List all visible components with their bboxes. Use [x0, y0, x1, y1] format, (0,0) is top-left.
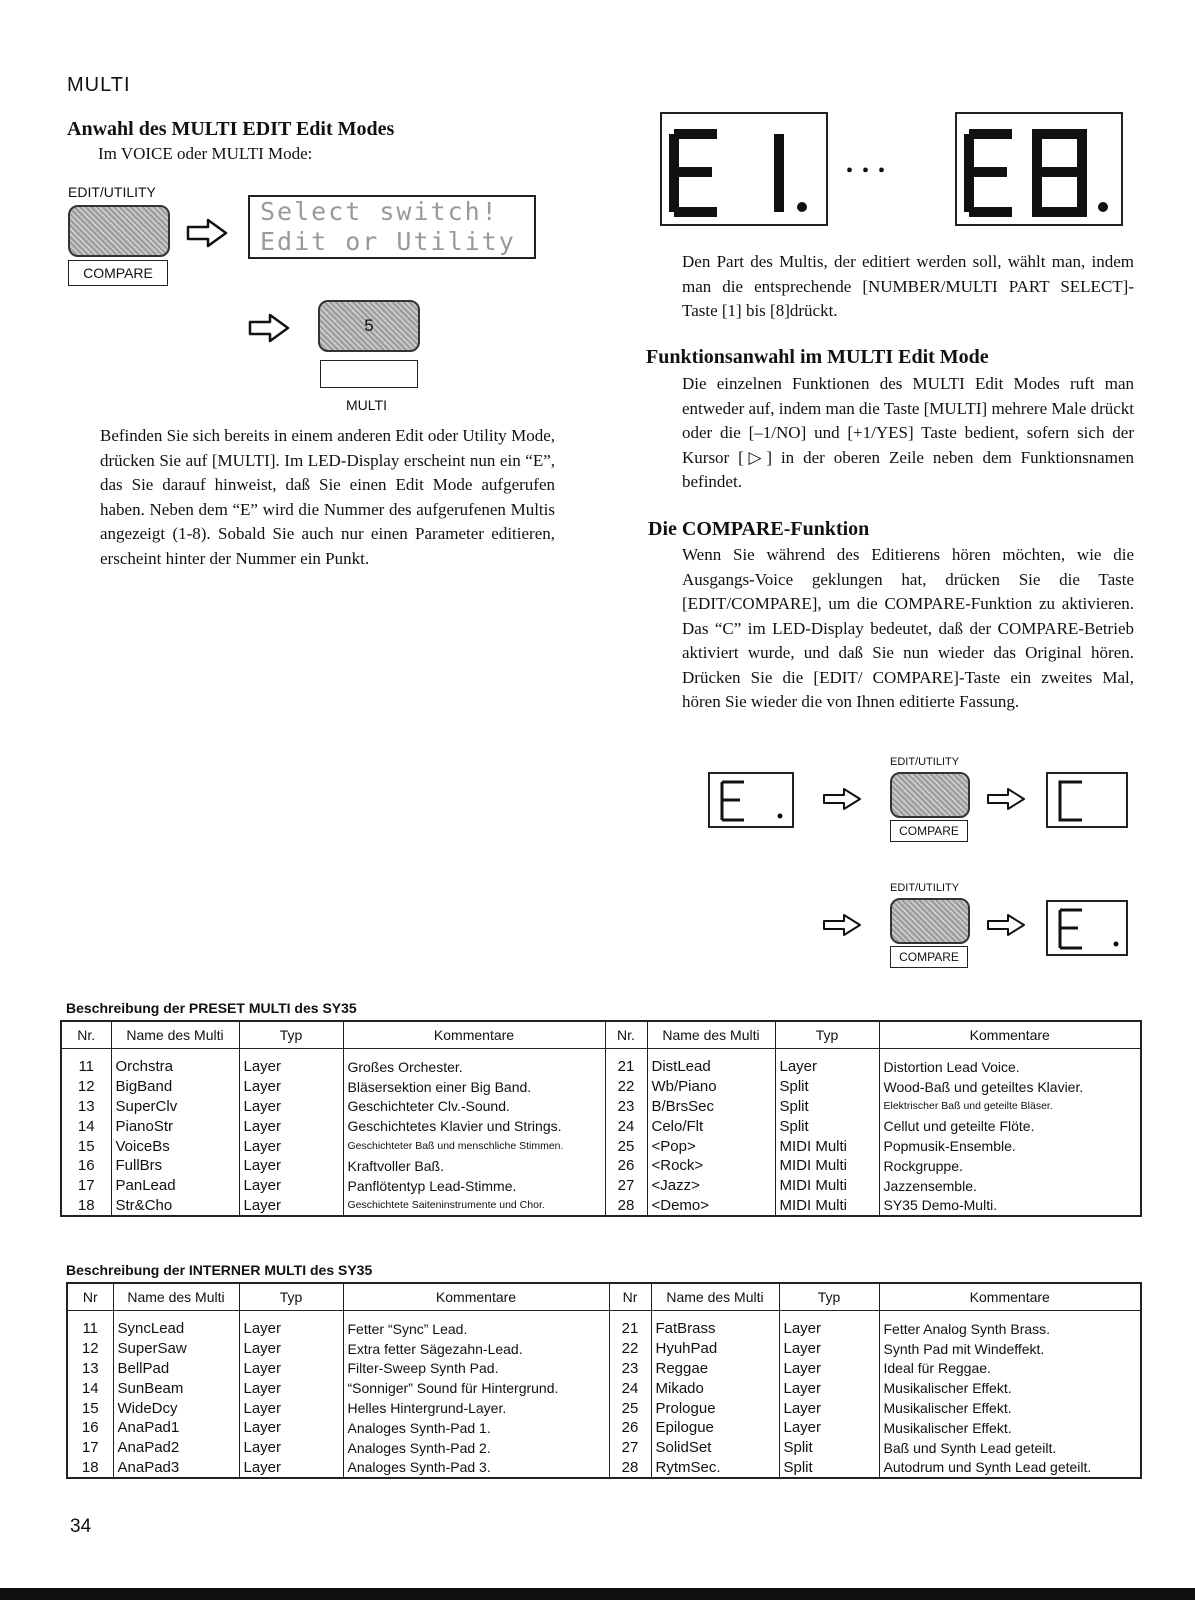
preset-cell: 12 [61, 1077, 111, 1097]
preset-cell: Geschichtete Saiteninstrumente und Chor. [343, 1196, 605, 1217]
internal-cell: Layer [239, 1339, 343, 1359]
preset-cell: Geschichteter Clv.-Sound. [343, 1097, 605, 1117]
table-row [61, 1116, 1141, 1136]
arrow-right-icon-6 [986, 913, 1026, 937]
internal-header-0: Nr [67, 1283, 113, 1311]
table-row [61, 1077, 1141, 1097]
internal-cell: 24 [609, 1378, 651, 1398]
internal-cell: Baß und Synth Lead geteilt. [879, 1438, 1141, 1458]
preset-header-5: Name des Multi [647, 1021, 775, 1049]
preset-cell: <Jazz> [647, 1176, 775, 1196]
internal-cell: Layer [779, 1339, 879, 1359]
internal-header-5: Name des Multi [651, 1283, 779, 1311]
preset-cell: VoiceBs [111, 1136, 239, 1156]
internal-cell: SyncLead [113, 1311, 239, 1339]
arrow-right-icon [186, 218, 230, 248]
internal-cell: Layer [239, 1458, 343, 1479]
preset-cell: Layer [239, 1116, 343, 1136]
internal-cell: 16 [67, 1418, 113, 1438]
internal-cell: Layer [239, 1438, 343, 1458]
internal-table-title: Beschreibung der INTERNER MULTI des SY35 [66, 1262, 373, 1278]
lcd-line-2: Edit or Utility [260, 227, 516, 256]
internal-header-3: Kommentare [343, 1283, 609, 1311]
table-row [67, 1311, 1141, 1339]
internal-cell: Split [779, 1458, 879, 1479]
preset-cell: 21 [605, 1049, 647, 1077]
table-row [61, 1136, 1141, 1156]
internal-header-7: Kommentare [879, 1283, 1141, 1311]
heading-compare: Die COMPARE-Funktion [648, 518, 870, 540]
preset-cell: SY35 Demo-Multi. [879, 1196, 1141, 1217]
internal-cell: Fetter “Sync” Lead. [343, 1311, 609, 1339]
multi-label: MULTI [346, 397, 387, 413]
table-row [67, 1418, 1141, 1438]
paragraph-part-select: Den Part des Multis, der editiert werden soll, wählt man, indem man die entsprechende [NUMBER/MULTI PART SELECT]-Taste [1] bis [8]drückt. [682, 252, 1134, 320]
preset-table [60, 1020, 1142, 1217]
internal-cell: WideDcy [113, 1398, 239, 1418]
internal-header-6: Typ [779, 1283, 879, 1311]
internal-cell: FatBrass [651, 1311, 779, 1339]
subline-mode: Im VOICE oder MULTI Mode: [98, 144, 313, 163]
internal-cell: Layer [239, 1418, 343, 1438]
preset-header-2: Typ [239, 1021, 343, 1049]
internal-header-4: Nr [609, 1283, 651, 1311]
internal-cell: 23 [609, 1359, 651, 1379]
lcd-display [248, 195, 536, 259]
paragraph-left: Befinden Sie sich bereits in einem anderen Edit oder Utility Mode, drücken Sie auf [MULTI]. Im LED-Display erscheint nun ein “E”, das Sie darauf hinweist, daß Sie einen Edit Mode aufgerufen haben. Neben dem “E” wird die Nummer des aufgerufenen Multis angezeigt (1-8). Sobald Sie auch nur einen Parameter editieren, erscheint hinter der Nummer ein Punkt. [100, 426, 555, 568]
led-display-e8 [955, 112, 1123, 226]
internal-cell: AnaPad1 [113, 1418, 239, 1438]
internal-cell: AnaPad3 [113, 1458, 239, 1479]
page-number: 34 [70, 1516, 92, 1537]
preset-cell: 28 [605, 1196, 647, 1217]
preset-cell: Geschichteter Baß und menschliche Stimmen. [343, 1136, 605, 1156]
preset-cell: Layer [239, 1156, 343, 1176]
compare-label: COMPARE [68, 260, 168, 286]
preset-header-0: Nr. [61, 1021, 111, 1049]
internal-cell: 22 [609, 1339, 651, 1359]
internal-header-2: Typ [239, 1283, 343, 1311]
internal-cell: Synth Pad mit Windeffekt. [879, 1339, 1141, 1359]
internal-cell: “Sonniger” Sound für Hintergrund. [343, 1378, 609, 1398]
preset-cell: Layer [239, 1196, 343, 1217]
preset-cell: 13 [61, 1097, 111, 1117]
preset-cell: SuperClv [111, 1097, 239, 1117]
lcd-line-1: Select switch! [260, 197, 499, 226]
internal-cell: Layer [239, 1359, 343, 1379]
preset-cell: Layer [239, 1049, 343, 1077]
preset-header-4: Nr. [605, 1021, 647, 1049]
internal-header-1: Name des Multi [113, 1283, 239, 1311]
table-row [67, 1438, 1141, 1458]
internal-cell: Filter-Sweep Synth Pad. [343, 1359, 609, 1379]
preset-cell: MIDI Multi [775, 1156, 879, 1176]
preset-cell: 23 [605, 1097, 647, 1117]
preset-cell: Str&Cho [111, 1196, 239, 1217]
table-row [67, 1458, 1141, 1479]
internal-cell: Reggae [651, 1359, 779, 1379]
preset-cell: PianoStr [111, 1116, 239, 1136]
internal-cell: Layer [239, 1311, 343, 1339]
internal-cell: Musikalischer Effekt. [879, 1398, 1141, 1418]
table-row [61, 1049, 1141, 1077]
internal-cell: 28 [609, 1458, 651, 1479]
led-display-e1 [660, 112, 828, 226]
led-c [1046, 772, 1128, 828]
edit-utility-button-3[interactable] [890, 898, 970, 944]
table-row [67, 1359, 1141, 1379]
preset-cell: BigBand [111, 1077, 239, 1097]
internal-cell: Analoges Synth-Pad 2. [343, 1438, 609, 1458]
paragraph-compare: Wenn Sie während des Editierens hören möchten, wie die Ausgangs-Voice geklungen hat, drücken Sie die Taste [EDIT/COMPARE], um die COMPARE-Funktion zu aktivieren. Das “C” im LED-Display bedeutet, daß der COMPARE-Betrieb aktiviert wurde, und daß Sie nun wieder das Original hören. Drücken Sie die [EDIT/ COMPARE]-Taste ein zweites Mal, hören Sie wieder die von Ihnen editierte Fassung. [682, 545, 1134, 711]
internal-cell: Fetter Analog Synth Brass. [879, 1311, 1141, 1339]
internal-cell: Layer [779, 1378, 879, 1398]
preset-header-7: Kommentare [879, 1021, 1141, 1049]
internal-cell: 18 [67, 1458, 113, 1479]
arrow-right-icon-3 [822, 787, 862, 811]
internal-cell: 26 [609, 1418, 651, 1438]
internal-cell: Autodrum und Synth Lead geteilt. [879, 1458, 1141, 1479]
internal-cell: Ideal für Reggae. [879, 1359, 1141, 1379]
internal-cell: Prologue [651, 1398, 779, 1418]
preset-cell: Split [775, 1116, 879, 1136]
internal-cell: 15 [67, 1398, 113, 1418]
heading-funktionsanwahl: Funktionsanwahl im MULTI Edit Mode [646, 346, 989, 368]
preset-cell: Geschichtetes Klavier und Strings. [343, 1116, 605, 1136]
internal-cell: 14 [67, 1378, 113, 1398]
internal-cell: Layer [239, 1398, 343, 1418]
internal-cell: Layer [779, 1398, 879, 1418]
preset-cell: Rockgruppe. [879, 1156, 1141, 1176]
preset-cell: 27 [605, 1176, 647, 1196]
internal-cell: 17 [67, 1438, 113, 1458]
preset-header-3: Kommentare [343, 1021, 605, 1049]
preset-header-1: Name des Multi [111, 1021, 239, 1049]
preset-cell: Jazzensemble. [879, 1176, 1141, 1196]
internal-cell: SolidSet [651, 1438, 779, 1458]
multi-button[interactable] [320, 360, 418, 388]
preset-cell: FullBrs [111, 1156, 239, 1176]
preset-cell: Layer [239, 1136, 343, 1156]
table-row [61, 1097, 1141, 1117]
section-label: MULTI [67, 74, 131, 96]
edit-utility-button[interactable] [68, 205, 170, 257]
preset-cell: 22 [605, 1077, 647, 1097]
internal-cell: Split [779, 1438, 879, 1458]
table-row [67, 1339, 1141, 1359]
preset-cell: Elektrischer Baß und geteilte Bläser. [879, 1097, 1141, 1117]
internal-table [66, 1282, 1142, 1479]
preset-cell: 15 [61, 1136, 111, 1156]
internal-cell: Analoges Synth-Pad 3. [343, 1458, 609, 1479]
preset-cell: Popmusik-Ensemble. [879, 1136, 1141, 1156]
preset-cell: Großes Orchester. [343, 1049, 605, 1077]
internal-cell: Layer [239, 1378, 343, 1398]
internal-cell: Mikado [651, 1378, 779, 1398]
preset-cell: Bläsersektion einer Big Band. [343, 1077, 605, 1097]
paragraph-function: Die einzelnen Funktionen des MULTI Edit Modes ruft man entweder auf, indem man die Taste [MULTI] mehrere Male drückt oder die [–1/NO] und [+1/YES] Taste bedient, sofern sich der Kursor [▷] in der oberen Zeile neben dem Funktionsnamen befindet. [682, 374, 1134, 491]
internal-cell: AnaPad2 [113, 1438, 239, 1458]
preset-table-title: Beschreibung der PRESET MULTI des SY35 [66, 1000, 357, 1016]
preset-cell: MIDI Multi [775, 1176, 879, 1196]
internal-cell: BellPad [113, 1359, 239, 1379]
table-row [67, 1378, 1141, 1398]
arrow-right-icon-2 [248, 313, 292, 343]
preset-cell: 17 [61, 1176, 111, 1196]
internal-cell: RytmSec. [651, 1458, 779, 1479]
preset-cell: 25 [605, 1136, 647, 1156]
preset-cell: Cellut und geteilte Flöte. [879, 1116, 1141, 1136]
internal-cell: SunBeam [113, 1378, 239, 1398]
preset-cell: Layer [239, 1097, 343, 1117]
compare-label-3: COMPARE [890, 946, 968, 968]
internal-cell: Layer [779, 1311, 879, 1339]
preset-cell: 11 [61, 1049, 111, 1077]
preset-cell: 18 [61, 1196, 111, 1217]
internal-cell: Layer [779, 1359, 879, 1379]
heading-anwahl: Anwahl des MULTI EDIT Edit Modes [67, 118, 395, 140]
preset-cell: Split [775, 1077, 879, 1097]
number-5-button[interactable]: 5 [318, 300, 420, 352]
led-e-dot [708, 772, 794, 828]
arrow-right-icon-4 [986, 787, 1026, 811]
preset-cell: B/BrsSec [647, 1097, 775, 1117]
preset-cell: Celo/Flt [647, 1116, 775, 1136]
preset-cell: Kraftvoller Baß. [343, 1156, 605, 1176]
preset-cell: Panflötentyp Lead-Stimme. [343, 1176, 605, 1196]
preset-cell: Layer [775, 1049, 879, 1077]
table-row [61, 1176, 1141, 1196]
internal-cell: Layer [779, 1418, 879, 1438]
preset-cell: PanLead [111, 1176, 239, 1196]
internal-cell: Extra fetter Sägezahn-Lead. [343, 1339, 609, 1359]
edit-utility-button-2[interactable] [890, 772, 970, 818]
internal-cell: SuperSaw [113, 1339, 239, 1359]
preset-cell: MIDI Multi [775, 1136, 879, 1156]
preset-cell: DistLead [647, 1049, 775, 1077]
compare-label-2: COMPARE [890, 820, 968, 842]
internal-cell: 27 [609, 1438, 651, 1458]
table-row [67, 1398, 1141, 1418]
internal-cell: Musikalischer Effekt. [879, 1418, 1141, 1438]
preset-cell: <Demo> [647, 1196, 775, 1217]
internal-cell: 21 [609, 1311, 651, 1339]
preset-cell: Wb/Piano [647, 1077, 775, 1097]
internal-cell: Epilogue [651, 1418, 779, 1438]
internal-cell: Musikalischer Effekt. [879, 1378, 1141, 1398]
preset-cell: 16 [61, 1156, 111, 1176]
internal-cell: HyuhPad [651, 1339, 779, 1359]
preset-cell: Split [775, 1097, 879, 1117]
preset-cell: MIDI Multi [775, 1196, 879, 1217]
preset-cell: Layer [239, 1176, 343, 1196]
table-row [61, 1196, 1141, 1217]
preset-cell: Wood-Baß und geteiltes Klavier. [879, 1077, 1141, 1097]
internal-cell: 25 [609, 1398, 651, 1418]
preset-cell: <Rock> [647, 1156, 775, 1176]
internal-cell: Analoges Synth-Pad 1. [343, 1418, 609, 1438]
preset-cell: 26 [605, 1156, 647, 1176]
preset-cell: Distortion Lead Voice. [879, 1049, 1141, 1077]
internal-cell: 13 [67, 1359, 113, 1379]
ellipsis: • • • [846, 160, 888, 182]
internal-cell: Helles Hintergrund-Layer. [343, 1398, 609, 1418]
bottom-rule [0, 1588, 1195, 1600]
preset-cell: Layer [239, 1077, 343, 1097]
internal-cell: 11 [67, 1311, 113, 1339]
edit-utility-label: EDIT/UTILITY [68, 184, 156, 200]
table-row [61, 1156, 1141, 1176]
edit-utility-label-2: EDIT/UTILITY [890, 756, 960, 768]
edit-utility-label-3: EDIT/UTILITY [890, 882, 960, 894]
preset-cell: 24 [605, 1116, 647, 1136]
arrow-right-icon-5 [822, 913, 862, 937]
preset-cell: 14 [61, 1116, 111, 1136]
preset-cell: <Pop> [647, 1136, 775, 1156]
internal-cell: 12 [67, 1339, 113, 1359]
preset-cell: Orchstra [111, 1049, 239, 1077]
led-e-dot-2 [1046, 900, 1128, 956]
preset-header-6: Typ [775, 1021, 879, 1049]
